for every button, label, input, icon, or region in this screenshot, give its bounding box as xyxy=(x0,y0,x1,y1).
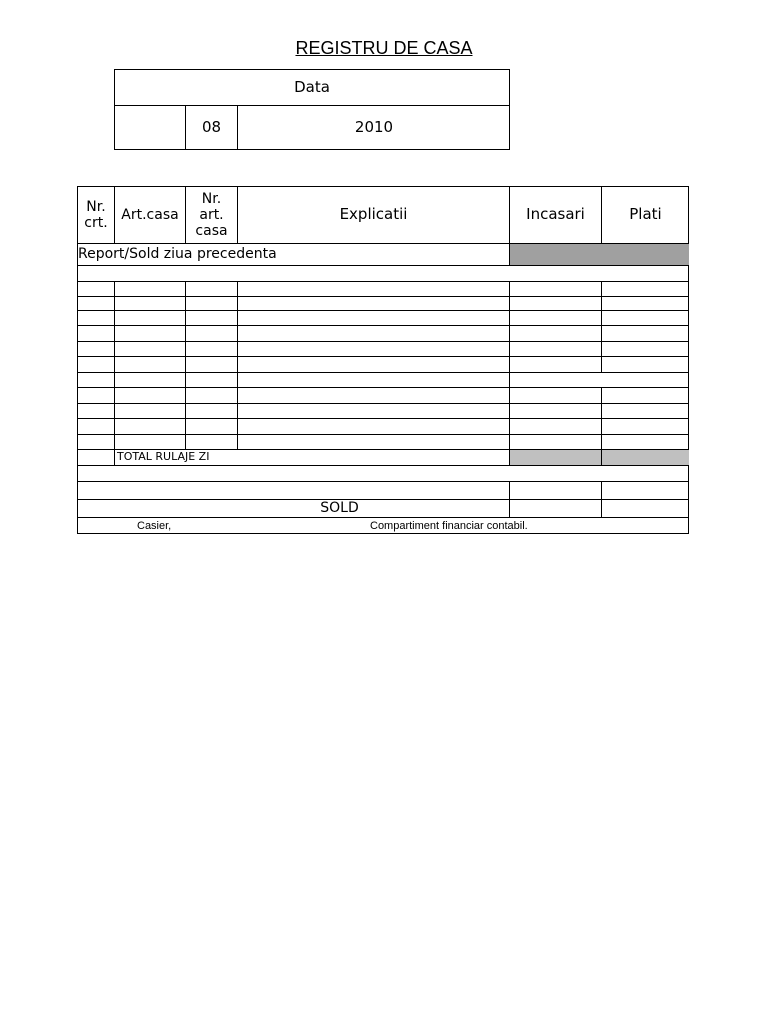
total-label: TOTAL RULAJE ZI xyxy=(117,450,210,464)
header-nr-crt: Nr. crt. xyxy=(84,198,108,231)
sold-label: SOLD xyxy=(320,500,359,517)
report-sold-fill xyxy=(510,244,689,266)
header-nr-art-casa: Nr. art. casa xyxy=(195,190,228,240)
date-year: 2010 xyxy=(354,118,394,137)
compartiment-label: Compartiment financiar contabil. xyxy=(370,519,528,532)
header-explicatii: Explicatii xyxy=(339,205,408,224)
header-incasari: Incasari xyxy=(526,205,585,224)
total-incasari-fill xyxy=(510,450,601,465)
total-plati-fill xyxy=(602,450,689,465)
header-art-casa: Art.casa xyxy=(121,206,179,223)
report-label: Report/Sold ziua precedenta xyxy=(78,246,277,263)
header-plati: Plati xyxy=(629,205,662,224)
page-title: REGISTRU DE CASA xyxy=(295,38,473,58)
date-label: Data xyxy=(294,77,330,96)
date-month: 08 xyxy=(201,118,222,137)
casier-label: Casier, xyxy=(137,519,172,532)
date-day xyxy=(114,106,185,150)
